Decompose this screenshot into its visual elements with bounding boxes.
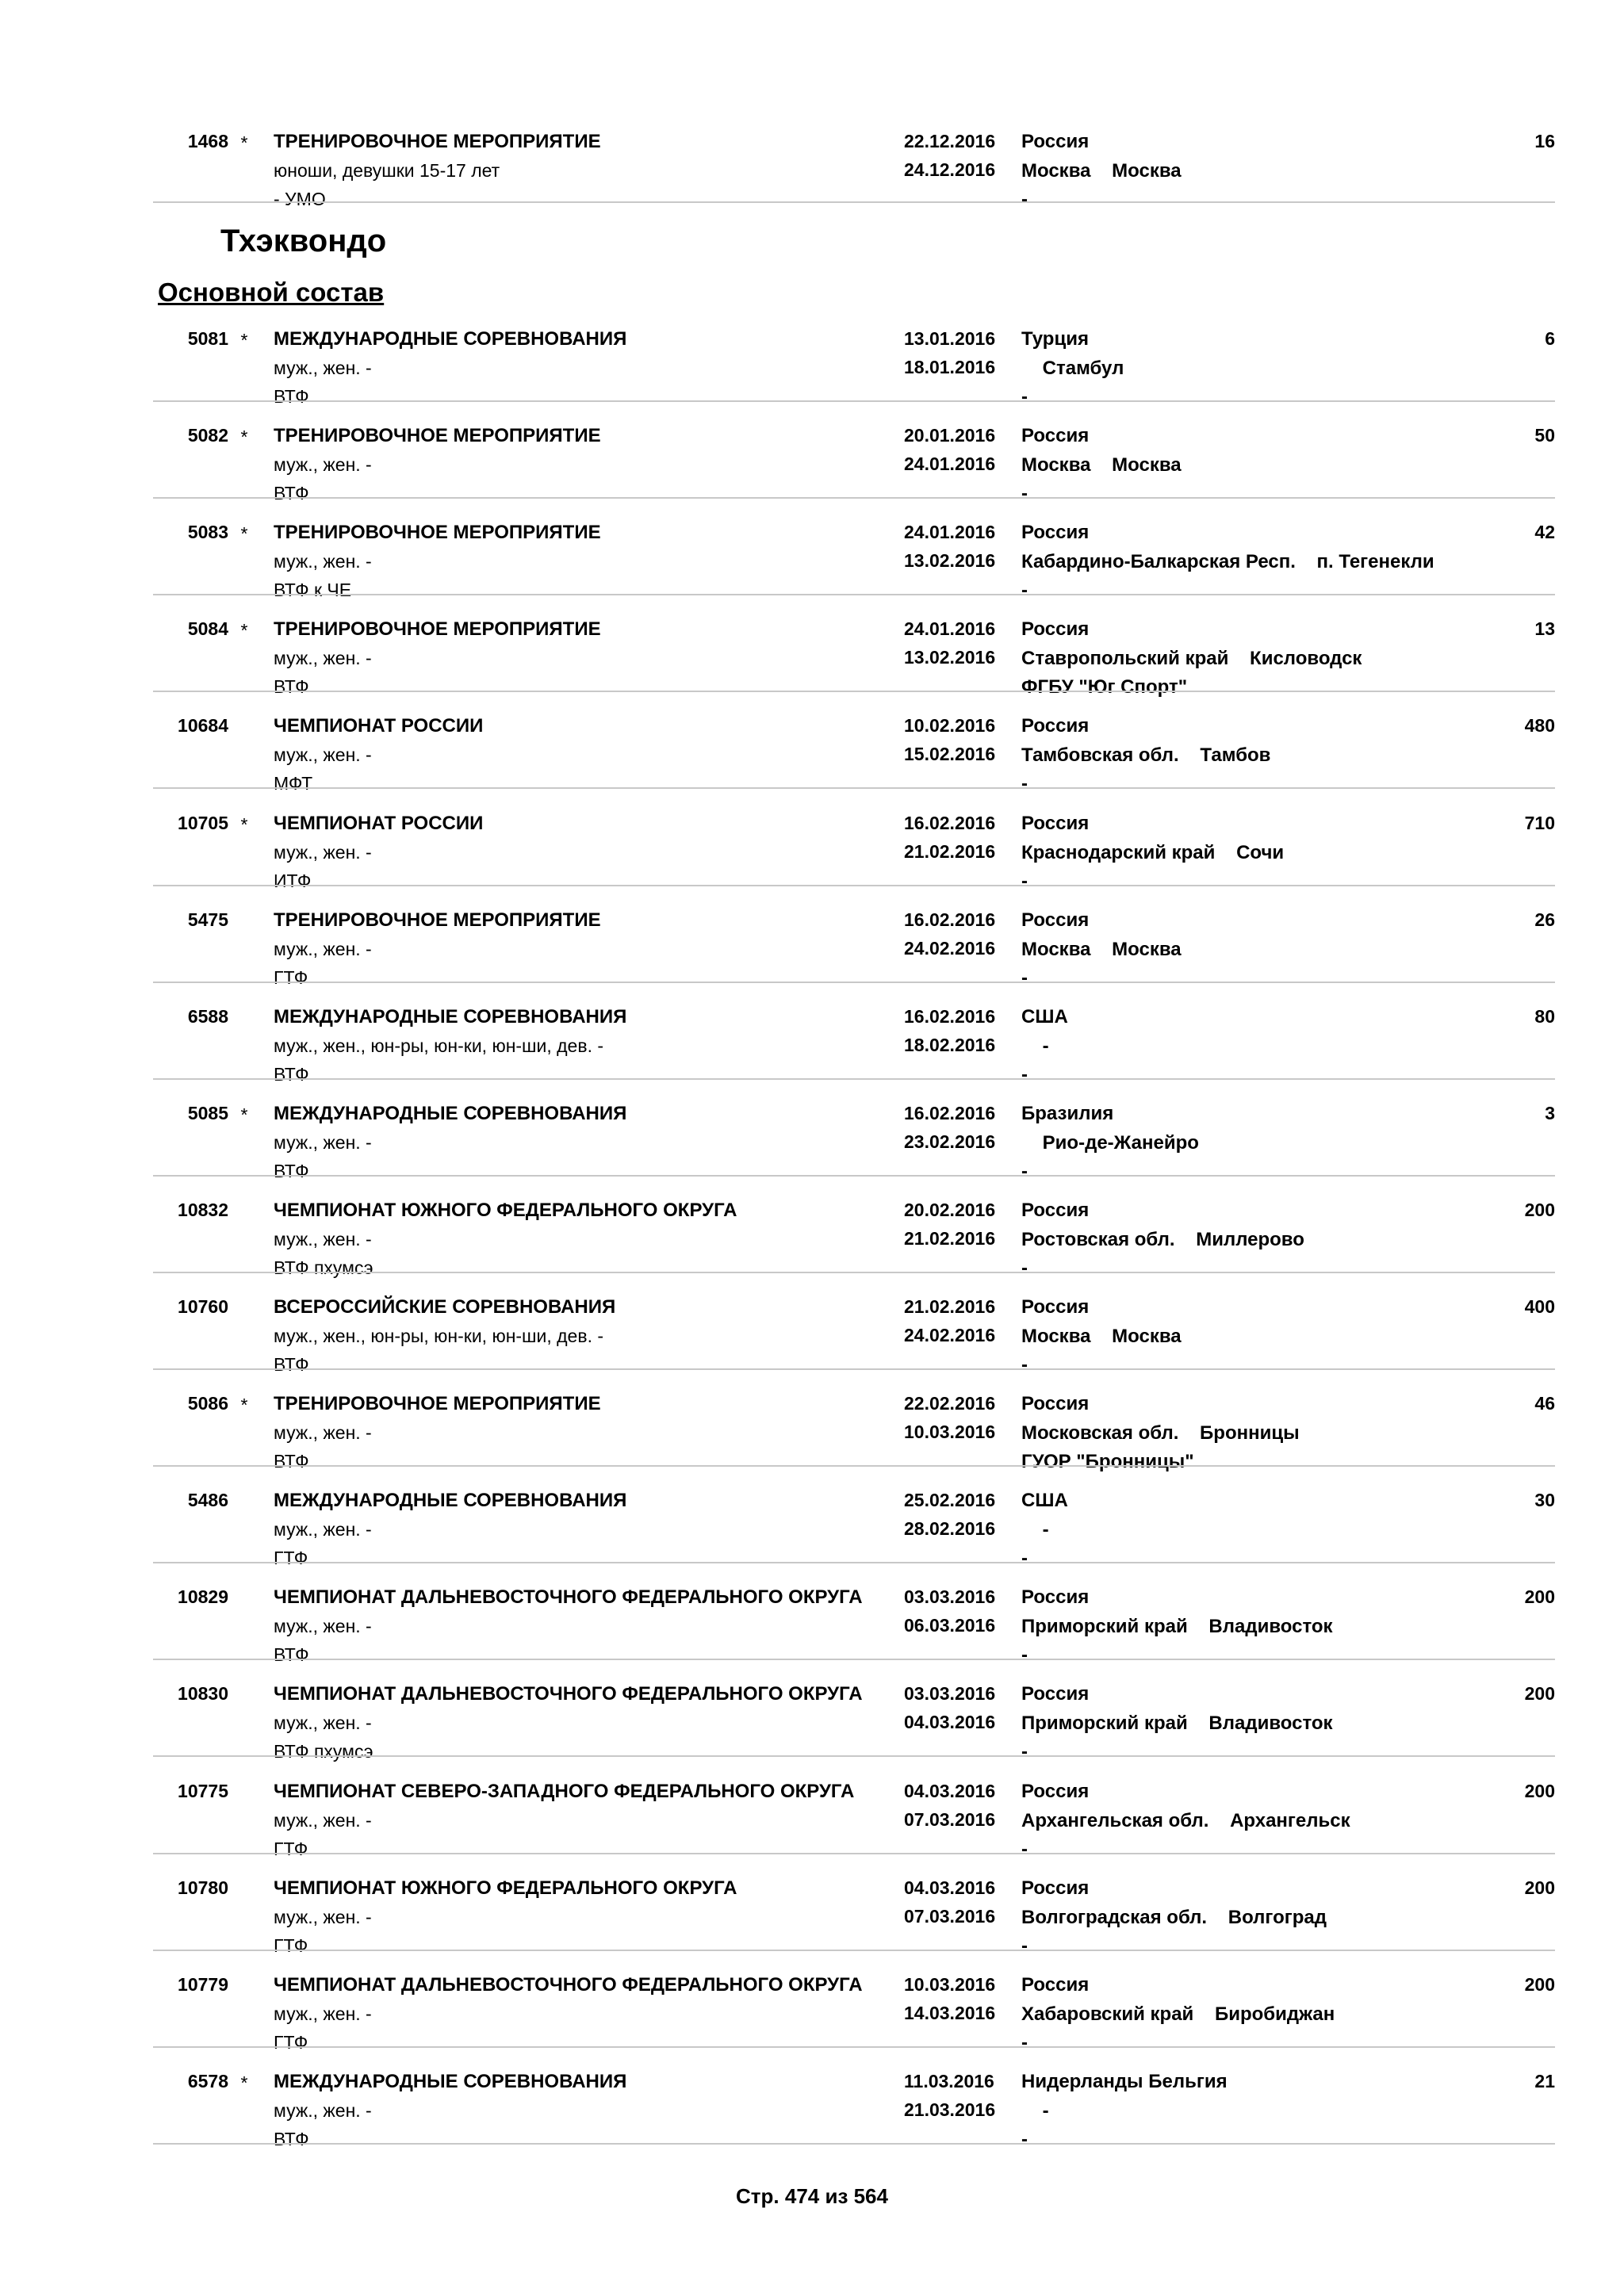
event-location: Москва Москва <box>1021 939 1182 960</box>
event-venue: - <box>1021 2032 1028 2053</box>
event-category: юноши, девушки 15-17 лет <box>274 160 500 181</box>
event-row <box>153 1669 1555 1766</box>
priority-star: * <box>240 330 248 350</box>
event-country: Россия <box>1021 1781 1090 1802</box>
event-country: Россия <box>1021 131 1090 152</box>
event-date-start: 25.02.2016 <box>904 1490 996 1510</box>
event-note: ВТФ пхумсэ <box>274 1257 373 1278</box>
priority-star: * <box>240 620 248 641</box>
row-divider <box>153 2143 1555 2145</box>
event-country: США <box>1021 1006 1068 1027</box>
event-venue: - <box>1021 1354 1028 1376</box>
event-participants: 42 <box>1534 522 1555 542</box>
event-name: ВСЕРОССИЙСКИЕ СОРЕВНОВАНИЯ <box>274 1296 616 1318</box>
event-date-end: 10.03.2016 <box>904 1422 996 1442</box>
event-id: 5086 <box>187 1393 228 1414</box>
event-participants: 400 <box>1524 1296 1555 1317</box>
priority-star: * <box>240 814 248 835</box>
event-country: Россия <box>1021 1200 1090 1221</box>
event-participants: 13 <box>1534 618 1555 639</box>
priority-star: * <box>240 427 248 447</box>
event-country: Россия <box>1021 1586 1090 1608</box>
event-participants: 46 <box>1534 1393 1555 1414</box>
event-id: 5083 <box>187 522 228 542</box>
event-location: - <box>1021 1519 1049 1540</box>
event-row <box>153 1572 1555 1669</box>
event-venue: ФГБУ "Юг Спорт" <box>1021 676 1188 698</box>
event-name: МЕЖДУНАРОДНЫЕ СОРЕВНОВАНИЯ <box>274 328 627 350</box>
event-participants: 200 <box>1524 1877 1555 1898</box>
priority-star: * <box>240 1395 248 1415</box>
row-divider <box>153 594 1555 595</box>
subsection-title: Основной состав <box>158 277 385 307</box>
event-note: ГТФ <box>274 2032 308 2053</box>
row-divider <box>153 1078 1555 1080</box>
event-id: 5486 <box>187 1490 228 1510</box>
event-date-start: 03.03.2016 <box>904 1683 996 1704</box>
event-venue: - <box>1021 1644 1028 1666</box>
event-venue: - <box>1021 483 1028 504</box>
event-date-start: 20.02.2016 <box>904 1200 996 1220</box>
row-divider <box>153 982 1555 983</box>
event-date-end: 24.12.2016 <box>904 159 996 180</box>
event-name: МЕЖДУНАРОДНЫЕ СОРЕВНОВАНИЯ <box>274 2071 627 2092</box>
event-name: МЕЖДУНАРОДНЫЕ СОРЕВНОВАНИЯ <box>274 1103 627 1124</box>
row-divider <box>153 1755 1555 1757</box>
event-date-end: 21.02.2016 <box>904 1228 996 1249</box>
event-date-end: 21.02.2016 <box>904 841 996 862</box>
event-venue: - <box>1021 1839 1028 1860</box>
event-name: ЧЕМПИОНАТ ЮЖНОГО ФЕДЕРАЛЬНОГО ОКРУГА <box>274 1877 737 1899</box>
event-location: Стамбул <box>1021 358 1124 379</box>
event-name: ЧЕМПИОНАТ ДАЛЬНЕВОСТОЧНОГО ФЕДЕРАЛЬНОГО ОКРУГА <box>274 1683 863 1705</box>
event-category: муж., жен. - <box>274 744 372 765</box>
event-row <box>153 314 1555 411</box>
event-country: Россия <box>1021 1296 1090 1318</box>
event-note: ВТФ <box>274 1161 309 1181</box>
event-category: муж., жен. - <box>274 842 372 863</box>
event-category: муж., жен. - <box>274 551 372 572</box>
event-note: ГТФ <box>274 1839 308 1859</box>
event-venue: - <box>1021 1741 1028 1762</box>
event-location: Рио-де-Жанейро <box>1021 1132 1199 1154</box>
event-id: 6588 <box>187 1006 228 1027</box>
event-location: Приморский край Владивосток <box>1021 1616 1333 1637</box>
event-date-end: 18.02.2016 <box>904 1035 996 1055</box>
event-name: ТРЕНИРОВОЧНОЕ МЕРОПРИЯТИЕ <box>274 1393 601 1414</box>
event-name: ТРЕНИРОВОЧНОЕ МЕРОПРИЯТИЕ <box>274 522 601 543</box>
event-participants: 26 <box>1534 909 1555 930</box>
priority-star: * <box>240 1104 248 1125</box>
event-participants: 80 <box>1534 1006 1555 1027</box>
event-id: 10829 <box>178 1586 228 1607</box>
row-divider <box>153 787 1555 789</box>
event-note: ВТФ <box>274 1644 309 1665</box>
event-row <box>153 1863 1555 1960</box>
section-title: Тхэквондо <box>220 224 387 258</box>
event-name: МЕЖДУНАРОДНЫЕ СОРЕВНОВАНИЯ <box>274 1490 627 1511</box>
event-location: - <box>1021 2100 1049 2122</box>
event-name: МЕЖДУНАРОДНЫЕ СОРЕВНОВАНИЯ <box>274 1006 627 1027</box>
event-date-start: 24.01.2016 <box>904 522 996 542</box>
event-date-start: 20.01.2016 <box>904 425 996 446</box>
event-note: ГТФ <box>274 967 308 988</box>
event-row <box>153 507 1555 604</box>
page-number: Стр. 474 из 564 <box>736 2184 888 2208</box>
event-country: Россия <box>1021 1974 1090 1996</box>
event-id: 6578 <box>187 2071 228 2091</box>
event-note: МФТ <box>274 773 313 794</box>
row-divider <box>153 201 1555 203</box>
event-id: 10780 <box>178 1877 228 1898</box>
event-date-start: 11.03.2016 <box>904 2071 994 2091</box>
event-venue: - <box>1021 580 1028 601</box>
event-note: ВТФ к ЧЕ <box>274 580 352 600</box>
event-note: ГТФ <box>274 1548 308 1568</box>
row-divider <box>153 1950 1555 1951</box>
event-location: Москва Москва <box>1021 160 1182 182</box>
event-id: 5085 <box>187 1103 228 1123</box>
event-category: муж., жен. - <box>274 2003 372 2024</box>
event-category: муж., жен. - <box>274 454 372 475</box>
event-date-end: 07.03.2016 <box>904 1809 996 1830</box>
event-participants: 200 <box>1524 1974 1555 1995</box>
event-date-start: 24.01.2016 <box>904 618 996 639</box>
event-country: США <box>1021 1490 1068 1511</box>
event-location: Архангельская обл. Архангельск <box>1021 1810 1350 1831</box>
row-divider <box>153 1562 1555 1563</box>
event-date-start: 10.02.2016 <box>904 715 996 736</box>
event-location: Москва Москва <box>1021 454 1182 476</box>
event-row <box>153 1185 1555 1282</box>
event-row <box>153 992 1555 1089</box>
event-participants: 200 <box>1524 1200 1555 1220</box>
event-date-end: 21.03.2016 <box>904 2099 996 2120</box>
event-id: 10775 <box>178 1781 228 1801</box>
event-note: ВТФ <box>274 483 309 503</box>
priority-star: * <box>240 2072 248 2093</box>
event-venue: - <box>1021 1935 1028 1957</box>
row-divider <box>153 1659 1555 1660</box>
event-date-start: 22.02.2016 <box>904 1393 996 1414</box>
event-date-end: 14.03.2016 <box>904 2003 996 2023</box>
event-participants: 50 <box>1534 425 1555 446</box>
event-category: муж., жен., юн-ры, юн-ки, юн-ши, дев. - <box>274 1035 604 1056</box>
event-date-start: 13.01.2016 <box>904 328 996 349</box>
event-date-end: 04.03.2016 <box>904 1712 996 1732</box>
event-note: ВТФ <box>274 1064 309 1085</box>
event-date-start: 16.02.2016 <box>904 813 996 833</box>
event-participants: 16 <box>1534 131 1555 151</box>
event-participants: 200 <box>1524 1683 1555 1704</box>
event-country: Россия <box>1021 425 1090 446</box>
event-category: муж., жен. - <box>274 939 372 959</box>
event-venue: - <box>1021 871 1028 892</box>
event-location: Ростовская обл. Миллерово <box>1021 1229 1304 1250</box>
event-category: муж., жен. - <box>274 1132 372 1153</box>
event-name: ЧЕМПИОНАТ РОССИИ <box>274 813 484 834</box>
event-location: Московская обл. Бронницы <box>1021 1422 1300 1444</box>
event-venue: ГУОР "Бронницы" <box>1021 1451 1194 1472</box>
event-date-end: 18.01.2016 <box>904 357 996 377</box>
event-note: ВТФ <box>274 386 309 407</box>
event-participants: 21 <box>1534 2071 1555 2091</box>
event-name: ТРЕНИРОВОЧНОЕ МЕРОПРИЯТИЕ <box>274 909 601 931</box>
event-id: 5475 <box>187 909 228 930</box>
row-divider <box>153 497 1555 499</box>
event-country: Россия <box>1021 1877 1090 1899</box>
event-date-start: 16.02.2016 <box>904 909 996 930</box>
event-category: муж., жен. - <box>274 1229 372 1249</box>
event-participants: 200 <box>1524 1586 1555 1607</box>
event-location: Москва Москва <box>1021 1326 1182 1347</box>
event-country: Нидерланды Бельгия <box>1021 2071 1228 2092</box>
row-divider <box>153 691 1555 692</box>
event-venue: - <box>1021 1064 1028 1085</box>
event-date-end: 06.03.2016 <box>904 1615 996 1636</box>
event-date-start: 03.03.2016 <box>904 1586 996 1607</box>
event-row <box>153 411 1555 507</box>
event-country: Россия <box>1021 715 1090 737</box>
event-row <box>153 117 1555 213</box>
event-row <box>153 1475 1555 1572</box>
event-country: Россия <box>1021 618 1090 640</box>
event-venue: - <box>1021 386 1028 408</box>
priority-star: * <box>240 132 248 153</box>
event-row <box>153 1960 1555 2057</box>
event-row <box>153 798 1555 895</box>
event-date-end: 24.01.2016 <box>904 453 996 474</box>
event-venue: - <box>1021 1257 1028 1279</box>
event-country: Турция <box>1021 328 1089 350</box>
event-location: Тамбовская обл. Тамбов <box>1021 744 1271 766</box>
event-category: муж., жен., юн-ры, юн-ки, юн-ши, дев. - <box>274 1326 604 1346</box>
event-note: ВТФ <box>274 2129 309 2149</box>
event-country: Россия <box>1021 1393 1090 1414</box>
event-location: Приморский край Владивосток <box>1021 1712 1333 1734</box>
event-venue: - <box>1021 1161 1028 1182</box>
row-divider <box>153 1272 1555 1273</box>
event-id: 5082 <box>187 425 228 446</box>
event-date-start: 21.02.2016 <box>904 1296 996 1317</box>
event-country: Россия <box>1021 813 1090 834</box>
event-participants: 6 <box>1545 328 1555 349</box>
row-divider <box>153 2046 1555 2048</box>
event-note: ИТФ <box>274 871 312 891</box>
event-name: ЧЕМПИОНАТ ЮЖНОГО ФЕДЕРАЛЬНОГО ОКРУГА <box>274 1200 737 1221</box>
event-note: ВТФ <box>274 676 309 697</box>
event-category: муж., жен. - <box>274 1616 372 1636</box>
event-date-end: 15.02.2016 <box>904 744 996 764</box>
event-row <box>153 1379 1555 1475</box>
event-date-end: 23.02.2016 <box>904 1131 996 1152</box>
event-note: ВТФ <box>274 1354 309 1375</box>
event-id: 10684 <box>178 715 228 736</box>
event-venue: - <box>1021 189 1028 210</box>
event-location: - <box>1021 1035 1049 1057</box>
event-category: муж., жен. - <box>274 358 372 378</box>
event-participants: 710 <box>1524 813 1555 833</box>
event-date-end: 28.02.2016 <box>904 1518 996 1539</box>
event-name: ЧЕМПИОНАТ СЕВЕРО-ЗАПАДНОГО ФЕДЕРАЛЬНОГО ОКРУГА <box>274 1781 855 1802</box>
event-country: Бразилия <box>1021 1103 1114 1124</box>
event-row <box>153 895 1555 992</box>
event-category: муж., жен. - <box>274 1712 372 1733</box>
event-note: ВТФ <box>274 1451 309 1471</box>
event-participants: 480 <box>1524 715 1555 736</box>
event-participants: 30 <box>1534 1490 1555 1510</box>
row-divider <box>153 400 1555 402</box>
event-name: ТРЕНИРОВОЧНОЕ МЕРОПРИЯТИЕ <box>274 131 601 152</box>
event-row <box>153 2057 1555 2153</box>
event-id: 5084 <box>187 618 228 639</box>
event-date-start: 04.03.2016 <box>904 1877 996 1898</box>
event-id: 10705 <box>178 813 228 833</box>
event-category: муж., жен. - <box>274 1907 372 1927</box>
event-id: 10760 <box>178 1296 228 1317</box>
row-divider <box>153 885 1555 886</box>
event-date-start: 04.03.2016 <box>904 1781 996 1801</box>
event-row <box>153 701 1555 798</box>
event-location: Кабардино-Балкарская Респ. п. Тегенекли <box>1021 551 1434 572</box>
event-date-start: 22.12.2016 <box>904 131 996 151</box>
event-venue: - <box>1021 2129 1028 2150</box>
event-location: Краснодарский край Сочи <box>1021 842 1285 863</box>
event-row <box>153 1282 1555 1379</box>
event-name: ТРЕНИРОВОЧНОЕ МЕРОПРИЯТИЕ <box>274 425 601 446</box>
event-name: ЧЕМПИОНАТ РОССИИ <box>274 715 484 737</box>
event-row <box>153 604 1555 701</box>
event-category: муж., жен. - <box>274 1810 372 1831</box>
event-date-end: 24.02.2016 <box>904 938 996 959</box>
priority-star: * <box>240 523 248 544</box>
event-participants: 3 <box>1545 1103 1555 1123</box>
event-location: Хабаровский край Биробиджан <box>1021 2003 1335 2025</box>
event-name: ТРЕНИРОВОЧНОЕ МЕРОПРИЯТИЕ <box>274 618 601 640</box>
event-venue: - <box>1021 967 1028 989</box>
event-row <box>153 1089 1555 1185</box>
event-id: 10779 <box>178 1974 228 1995</box>
event-date-end: 13.02.2016 <box>904 647 996 668</box>
event-name: ЧЕМПИОНАТ ДАЛЬНЕВОСТОЧНОГО ФЕДЕРАЛЬНОГО ОКРУГА <box>274 1586 863 1608</box>
event-date-end: 13.02.2016 <box>904 550 996 571</box>
row-divider <box>153 1853 1555 1854</box>
event-id: 5081 <box>187 328 228 349</box>
event-date-end: 07.03.2016 <box>904 1906 996 1927</box>
row-divider <box>153 1368 1555 1370</box>
event-participants: 200 <box>1524 1781 1555 1801</box>
event-category: муж., жен. - <box>274 2100 372 2121</box>
event-country: Россия <box>1021 909 1090 931</box>
row-divider <box>153 1465 1555 1467</box>
event-id: 10832 <box>178 1200 228 1220</box>
event-date-end: 24.02.2016 <box>904 1325 996 1345</box>
event-category: муж., жен. - <box>274 1519 372 1540</box>
event-name: ЧЕМПИОНАТ ДАЛЬНЕВОСТОЧНОГО ФЕДЕРАЛЬНОГО ОКРУГА <box>274 1974 863 1996</box>
event-location: Ставропольский край Кисловодск <box>1021 648 1362 669</box>
event-row <box>153 1766 1555 1863</box>
event-note: ГТФ <box>274 1935 308 1956</box>
event-id: 10830 <box>178 1683 228 1704</box>
row-divider <box>153 1175 1555 1177</box>
event-country: Россия <box>1021 522 1090 543</box>
event-date-start: 10.03.2016 <box>904 1974 996 1995</box>
event-venue: - <box>1021 773 1028 794</box>
event-date-start: 16.02.2016 <box>904 1103 996 1123</box>
event-note: ВТФ пхумсэ <box>274 1741 373 1762</box>
event-id: 1468 <box>187 131 228 151</box>
event-category: муж., жен. - <box>274 648 372 668</box>
event-category: муж., жен. - <box>274 1422 372 1443</box>
event-country: Россия <box>1021 1683 1090 1705</box>
event-date-start: 16.02.2016 <box>904 1006 996 1027</box>
event-note: - УМО <box>274 189 326 209</box>
event-venue: - <box>1021 1548 1028 1569</box>
event-location: Волгоградская обл. Волгоград <box>1021 1907 1327 1928</box>
